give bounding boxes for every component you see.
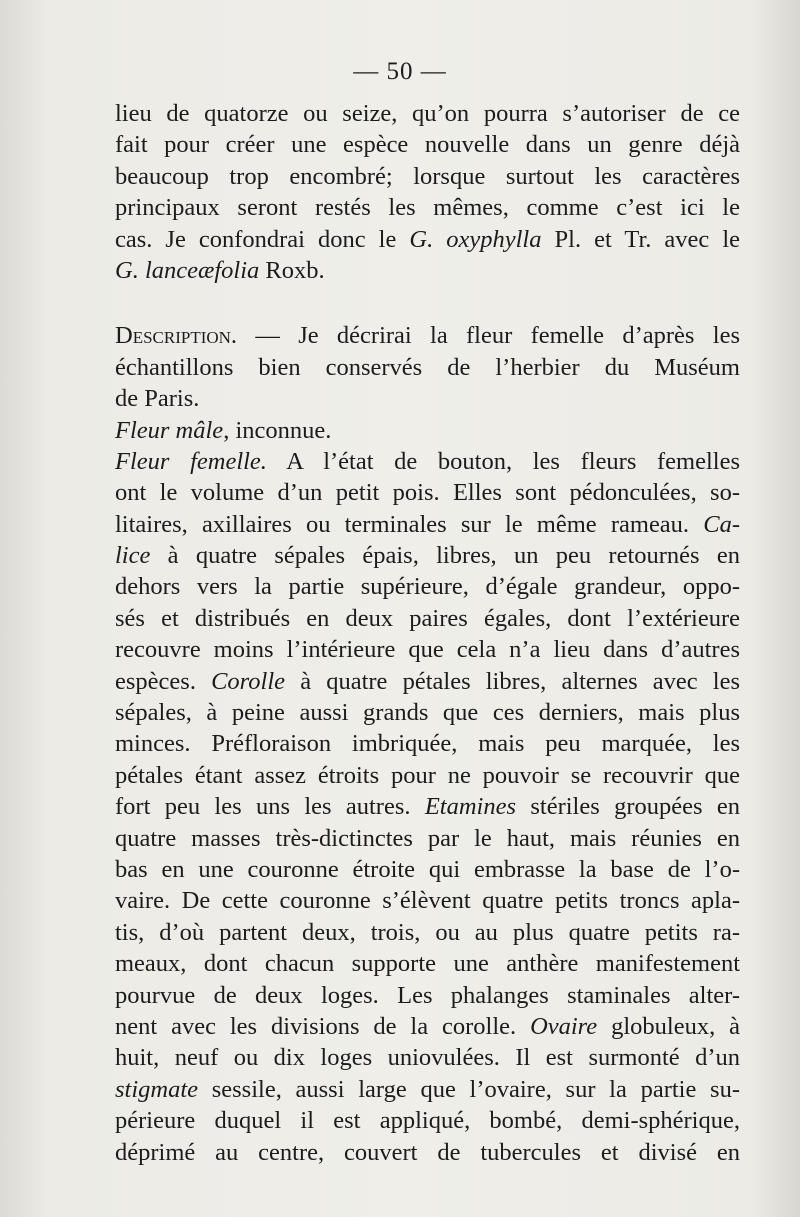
text-line: G. lanceæfolia Roxb. [115,256,325,284]
text-line: sépales, à peine aussi grands que ces derniers, mais plus [115,699,740,727]
text-line: pourvue de deux loges. Les phalanges staminales alter- [115,981,740,1009]
text-line: litaires, axillaires ou terminales sur le même rameau. Ca- [115,510,740,538]
text-line: nent avec les divisions de la corolle. Ovaire globuleux, à [115,1012,740,1040]
text-line: beaucoup trop encombré; lorsque surtout les caractères [115,162,740,190]
text-line: dehors vers la partie supérieure, d’égale grandeur, oppo- [115,573,740,601]
text-line: quatre masses très-dictinctes par le haut, mais réunies en [115,824,740,852]
text-line: ont le volume d’un petit pois. Elles sont pédonculées, so- [115,479,740,507]
text-line: périeure duquel il est appliqué, bombé, demi-sphérique, [115,1107,740,1135]
text-line: tis, d’où partent deux, trois, ou au plus quatre petits ra- [115,918,740,946]
text-line: espèces. Corolle à quatre pétales libres, alternes avec les [115,667,740,695]
text-line: de Paris. [115,385,200,413]
text-line: fait pour créer une espèce nouvelle dans un genre déjà [115,131,740,159]
text-line: Fleur femelle. A l’état de bouton, les fleurs femelles [115,447,741,475]
text-line: déprimé au centre, couvert de tubercules et divisé en [115,1138,740,1166]
text-line: huit, neuf ou dix loges uniovulées. Il est surmonté d’un [115,1044,740,1072]
text-line: lieu de quatorze ou seize, qu’on pourra s’autoriser de ce [115,100,740,127]
text-line: Description. — Je décrirai la fleur femelle d’après les [115,322,740,350]
text-line: cas. Je confondrai donc le G. oxyphylla Pl. et Tr. avec le [115,225,741,253]
text-line: sés et distribués en deux paires égales, dont l’extérieure [115,604,740,632]
text-line: Fleur mâle, inconnue. [115,416,332,444]
text-line: vaire. De cette couronne s’élèvent quatre petits troncs apla- [115,887,740,915]
text-line: bas en une couronne étroite qui embrasse la base de l’o- [115,855,740,883]
page-number: — 50 — [353,58,447,85]
text-line: lice à quatre sépales épais, libres, un peu retournés en [115,542,740,570]
text-line: échantillons bien conservés de l’herbier du Muséum [115,353,740,381]
text-line: stigmate sessile, aussi large que l’ovaire, sur la partie su- [115,1075,740,1103]
text-line: recouvre moins l’intérieure que cela n’a lieu dans d’autres [115,636,740,664]
text-line: fort peu les uns les autres. Etamines stériles groupées en [115,793,740,821]
text-line: minces. Préfloraison imbriquée, mais peu marquée, les [115,730,740,758]
text-line: pétales étant assez étroits pour ne pouvoir se recouvrir que [115,761,740,789]
text-line: principaux seront restés les mêmes, comme c’est ici le [115,194,740,222]
body-text [115,98,740,1168]
text-line: meaux, dont chacun supporte une anthère manifestement [115,950,740,978]
